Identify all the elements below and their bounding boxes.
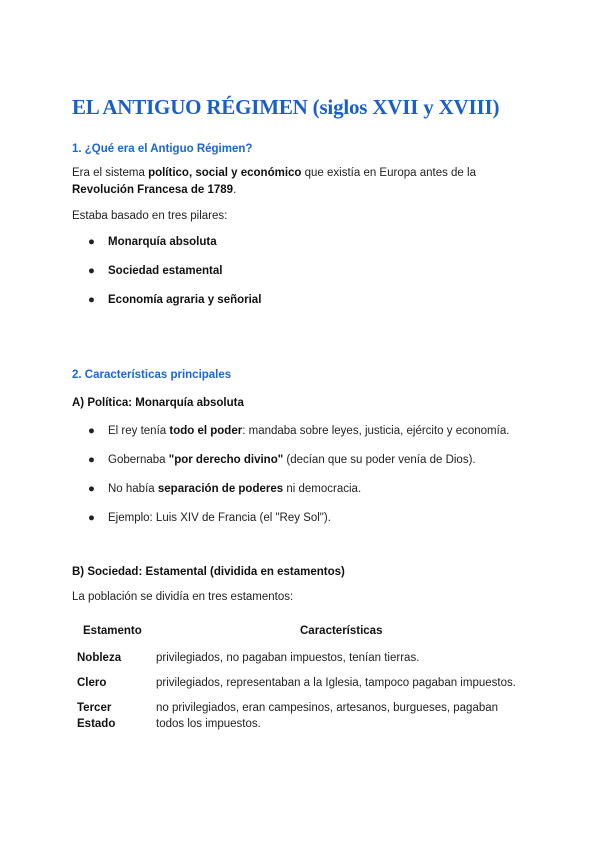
bold-run: todo el poder <box>169 425 243 437</box>
estamento-cell: Tercer Estado <box>77 702 116 730</box>
pillar-label: Monarquía absoluta <box>108 236 217 248</box>
bold-run: separación de poderes <box>157 483 284 495</box>
caracteristicas-cell: no privilegiados, eran campesinos, artesanos, burgueses, pagaban todos los impuestos. <box>156 702 499 730</box>
text-run: ni democracia. <box>283 483 362 495</box>
caracteristicas-cell: privilegiados, representaban a la Iglesia, tampoco pagaban impuestos. <box>156 677 516 689</box>
text-run: que existía en Europa antes de la <box>301 167 476 179</box>
pillars-intro: Estaba basado en tres pilares: <box>72 210 228 222</box>
table-header-caracteristicas: Características <box>300 625 383 637</box>
text-run: No había <box>108 483 158 495</box>
text-run: . <box>233 184 237 196</box>
bullet-icon: ● <box>88 294 95 306</box>
text-run: (decían que su poder venía de Dios). <box>283 454 476 466</box>
bullet-icon: ● <box>88 265 95 277</box>
subsection-b-heading: B) Sociedad: Estamental (dividida en estamentos) <box>72 566 345 578</box>
bold-run: "por derecho divino" <box>168 454 284 466</box>
politics-text <box>108 454 476 466</box>
politics-text: Ejemplo: Luis XIV de Francia (el "Rey Sol"). <box>108 512 331 524</box>
politics-text <box>108 483 361 495</box>
politics-text <box>108 425 509 437</box>
bold-run: político, social y económico <box>148 167 302 179</box>
bullet-icon: ● <box>88 483 95 495</box>
bullet-icon: ● <box>88 425 95 437</box>
section-1-heading: 1. ¿Qué era el Antiguo Régimen? <box>72 143 253 155</box>
section-2-heading: 2. Características principales <box>72 369 232 381</box>
estamento-cell: Clero <box>77 677 107 689</box>
subsection-a-heading: A) Política: Monarquía absoluta <box>72 397 244 409</box>
bullet-icon: ● <box>88 236 95 248</box>
text-run: Gobernaba <box>108 454 169 466</box>
text-run: El rey tenía <box>108 425 170 437</box>
text-run: : mandaba sobre leyes, justicia, ejército y economía. <box>242 425 510 437</box>
table-header-estamento: Estamento <box>83 625 142 637</box>
document-title: EL ANTIGUO RÉGIMEN (siglos XVII y XVIII) <box>72 95 500 119</box>
pillar-label: Economía agraria y señorial <box>108 294 262 306</box>
estamento-cell: Nobleza <box>77 652 122 664</box>
text-run: Era el sistema <box>72 167 149 179</box>
pillar-label: Sociedad estamental <box>108 265 223 277</box>
bold-run: Revolución Francesa de 1789 <box>72 184 234 196</box>
bullet-icon: ● <box>88 512 95 524</box>
estates-intro: La población se dividía en tres estamentos: <box>72 591 294 603</box>
bullet-icon: ● <box>88 454 95 466</box>
caracteristicas-cell: privilegiados, no pagaban impuestos, tenían tierras. <box>156 652 420 664</box>
section-1-paragraph <box>72 165 532 199</box>
